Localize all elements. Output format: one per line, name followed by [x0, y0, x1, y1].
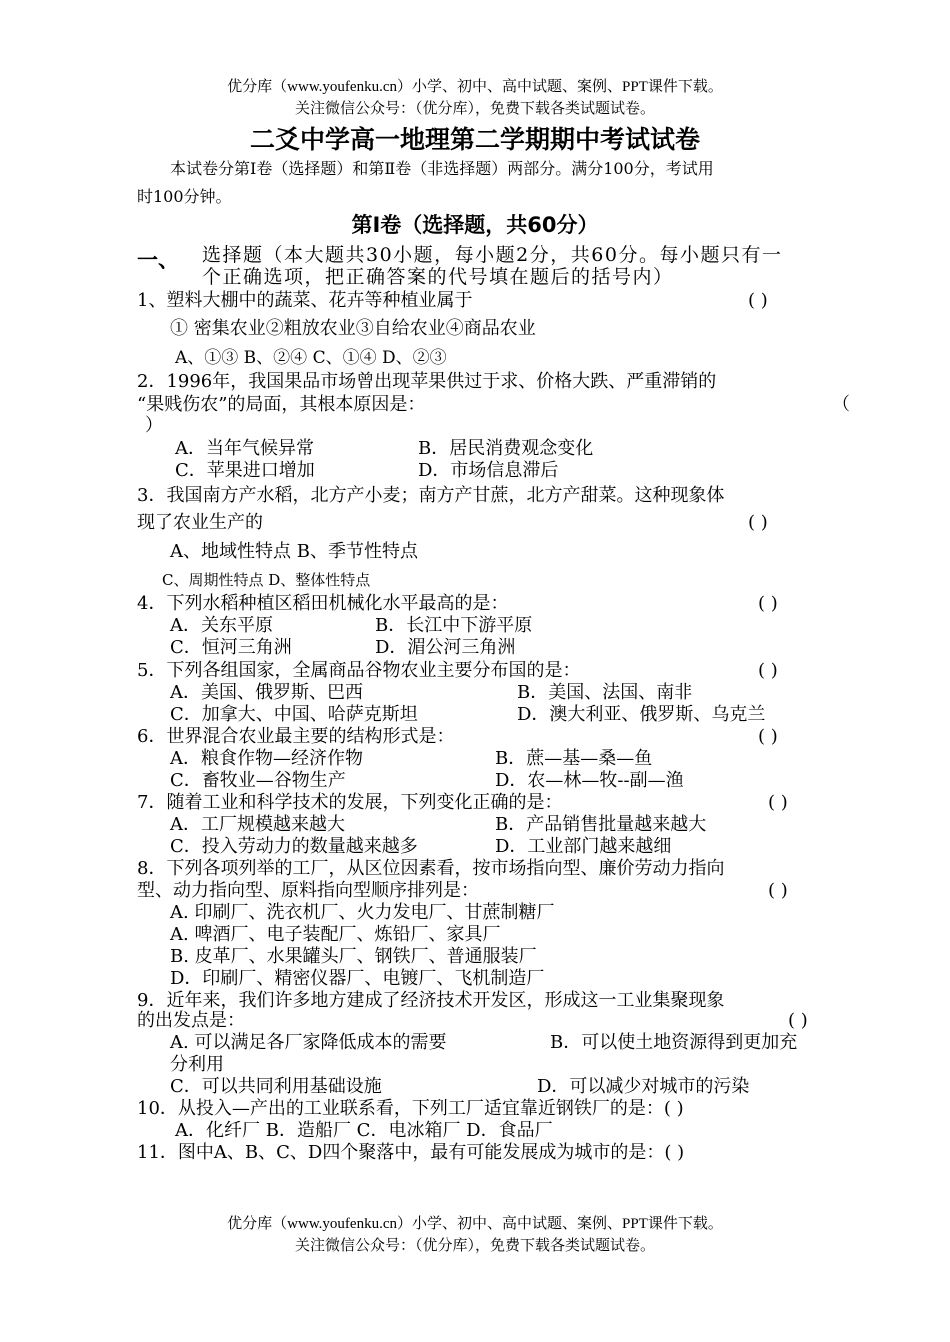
part-number: 一、	[137, 247, 179, 272]
q5-option-d: D．澳大利亚、俄罗斯、乌克兰	[517, 704, 766, 725]
q7-option-a: A．工厂规模越来越大	[170, 814, 345, 835]
q5-option-c: C．加拿大、中国、哈萨克斯坦	[170, 704, 418, 725]
q3-answer-paren: ( )	[748, 512, 768, 533]
q9-option-d: D．可以减少对城市的污染	[537, 1076, 750, 1097]
q8-option-4: D．印刷厂、精密仪器厂、电镀厂、飞机制造厂	[170, 968, 545, 989]
q7-option-d: D．工业部门越来越细	[495, 836, 672, 857]
q4-option-d: D．湄公河三角洲	[375, 637, 516, 658]
intro-line-1: 本试卷分第Ⅰ卷（选择题）和第Ⅱ卷（非选择题）两部分。满分100分，考试用	[170, 159, 714, 178]
q4-answer-paren: ( )	[758, 593, 778, 614]
q2-stem-1: 2．1996年，我国果品市场曾出现苹果供过于求、价格大跌、严重滞销的	[137, 371, 717, 392]
q8-option-2: A. 啤酒厂、电子装配厂、炼铅厂、家具厂	[170, 924, 501, 945]
q6-option-c: C．畜牧业—谷物生产	[170, 770, 346, 791]
part-instruction-2: 个正确选项，把正确答案的代号填在题后的括号内）	[202, 266, 674, 288]
q4-option-c: C．恒河三角洲	[170, 637, 292, 658]
footer-line-2: 关注微信公众号：（优分库），免费下载各类试题试卷。	[294, 1238, 655, 1254]
q4-stem: 4．下列水稻种植区稻田机械化水平最高的是：	[137, 593, 509, 614]
q9-option-b: B．可以使土地资源得到更加充	[550, 1032, 798, 1053]
q1-items: ① 密集农业②粗放农业③自给农业④商品农业	[170, 318, 536, 339]
q1-options: A、①③ B、②④ C、①④ D、②③	[175, 348, 447, 368]
q10-stem: 10．从投入—产出的工业联系看，下列工厂适宜靠近钢铁厂的是：( )	[137, 1098, 684, 1119]
q7-stem: 7．随着工业和科学技术的发展，下列变化正确的是：	[137, 792, 563, 813]
q2-paren-close: ）	[145, 415, 163, 436]
q6-answer-paren: ( )	[758, 726, 778, 747]
q8-option-1: A. 印刷厂、洗衣机厂、火力发电厂、甘蔗制糖厂	[170, 902, 555, 923]
q8-option-3: B. 皮革厂、水果罐头厂、钢铁厂、普通服装厂	[170, 946, 537, 967]
q3-stem-1: 3．我国南方产水稻，北方产小麦；南方产甘蔗，北方产甜菜。这种现象体	[137, 485, 725, 506]
q9-answer-paren: ( )	[788, 1010, 808, 1031]
header-line-1: 优分库（www.youfenku.cn）小学、初中、高中试题、案例、PPT课件下载。	[227, 79, 723, 95]
q2-option-c: C．苹果进口增加	[175, 460, 315, 481]
q2-option-d: D．市场信息滞后	[418, 460, 559, 481]
q2-stem-2: “果贱伤农”的局面，其根本原因是：	[137, 394, 426, 415]
q2-paren-open: （	[832, 394, 850, 415]
footer-line-1: 优分库（www.youfenku.cn）小学、初中、高中试题、案例、PPT课件下载。	[227, 1216, 723, 1232]
q7-option-c: C．投入劳动力的数量越来越多	[170, 836, 418, 857]
exam-title: 二爻中学高一地理第二学期期中考试试卷	[249, 125, 700, 154]
q3-stem-2: 现了农业生产的	[137, 512, 263, 533]
q5-stem: 5．下列各组国家，全属商品谷物农业主要分布国的是：	[137, 660, 581, 681]
header-line-2: 关注微信公众号：（优分库），免费下载各类试题试卷。	[294, 101, 655, 117]
q1-stem: 1、塑料大棚中的蔬菜、花卉等种植业属于	[137, 290, 473, 311]
q6-option-d: D．农—林—牧--副—渔	[495, 770, 684, 791]
q5-option-a: A．美国、俄罗斯、巴西	[170, 682, 363, 703]
q3-options-2: C、周期性特点 D、整体性特点	[162, 571, 371, 589]
q5-answer-paren: ( )	[758, 660, 778, 681]
q1-answer-paren: ( )	[748, 290, 768, 311]
q11-stem: 11．图中A、B、C、D四个聚落中，最有可能发展成为城市的是：( )	[137, 1142, 685, 1163]
q3-options-1: A、地域性特点 B、季节性特点	[170, 541, 418, 562]
intro-line-2: 时100分钟。	[137, 187, 232, 206]
q5-option-b: B．美国、法国、南非	[517, 682, 693, 703]
section-1-title: 第Ⅰ卷（选择题，共60分）	[351, 213, 599, 237]
part-instruction-1: 选择题（本大题共30小题，每小题2分，共60分。每小题只有一	[202, 244, 783, 266]
q9-stem-2: 的出发点是：	[137, 1010, 245, 1031]
q8-stem-1: 8．下列各项列举的工厂，从区位因素看，按市场指向型、廉价劳动力指向	[137, 858, 725, 879]
q8-stem-2: 型、动力指向型、原料指向型顺序排列是：	[137, 880, 479, 901]
q7-answer-paren: ( )	[768, 792, 788, 813]
q6-stem: 6．世界混合农业最主要的结构形式是：	[137, 726, 455, 747]
q9-option-c: C．可以共同利用基础设施	[170, 1076, 382, 1097]
q9-option-b-cont: 分利用	[170, 1054, 224, 1075]
q7-option-b: B．产品销售批量越来越大	[495, 814, 707, 835]
q9-option-a: A. 可以满足各厂家降低成本的需要	[170, 1032, 447, 1053]
q8-answer-paren: ( )	[768, 880, 788, 901]
q10-options: A．化纤厂 B．造船厂 C．电冰箱厂 D．食品厂	[175, 1120, 553, 1141]
q9-stem-1: 9．近年来，我们许多地方建成了经济技术开发区，形成这一工业集聚现象	[137, 990, 725, 1011]
q4-option-a: A．关东平原	[170, 615, 273, 636]
q2-option-a: A．当年气候异常	[175, 438, 314, 459]
q6-option-a: A．粮食作物—经济作物	[170, 748, 363, 769]
q4-option-b: B．长江中下游平原	[375, 615, 533, 636]
q6-option-b: B．蔗—基—桑—鱼	[495, 748, 653, 769]
q2-option-b: B．居民消费观念变化	[418, 438, 594, 459]
